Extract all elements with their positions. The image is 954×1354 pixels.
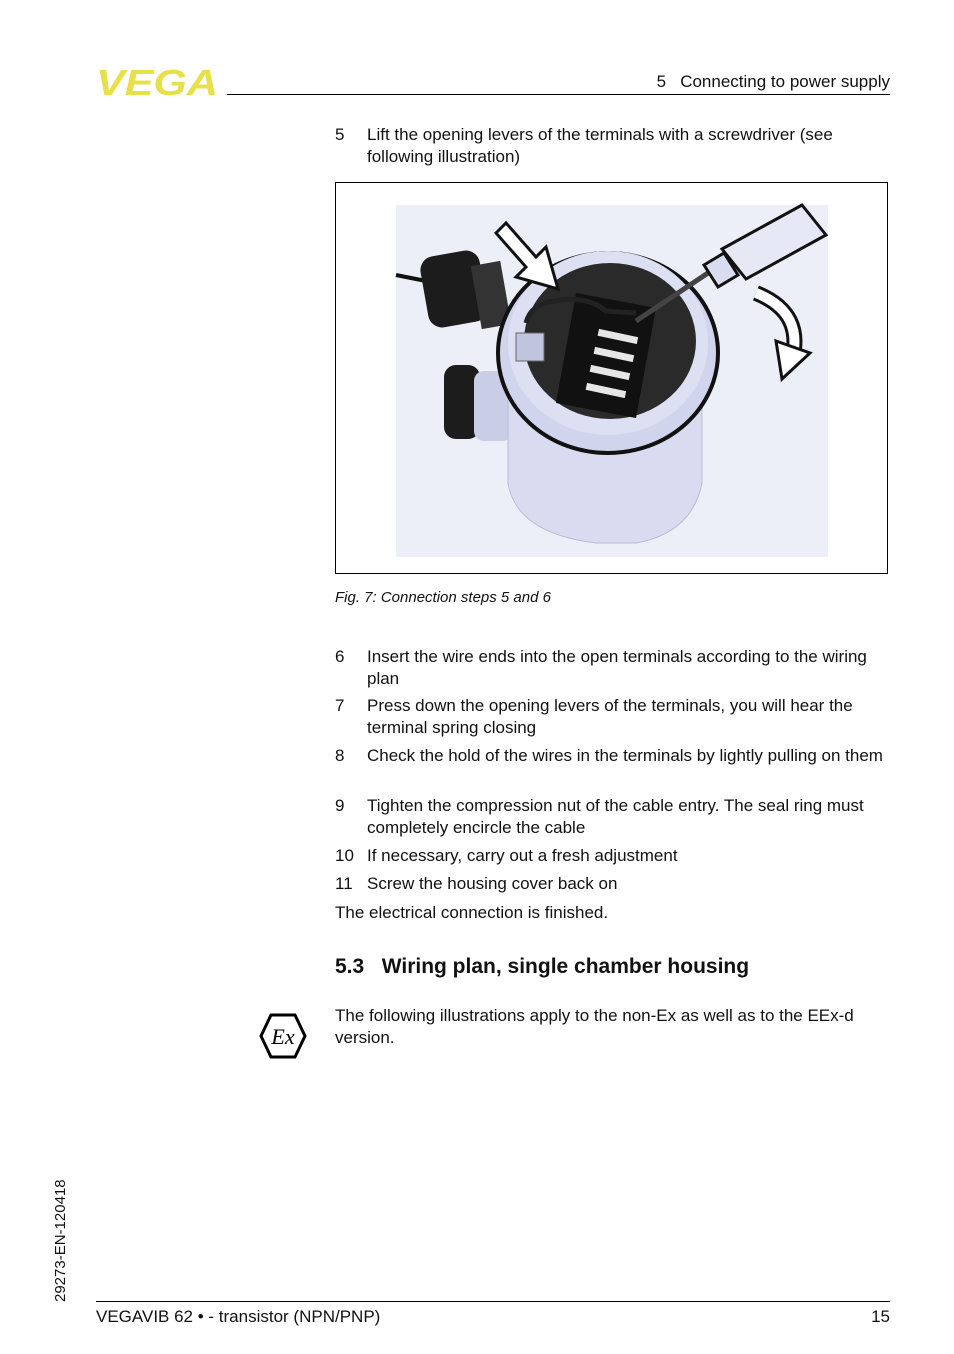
ex-hexagon-icon	[259, 1013, 307, 1059]
vega-logo	[96, 66, 220, 98]
list-item: 6 Insert the wire ends into the open terminals according to the wiring plan	[335, 647, 867, 688]
section-heading: 5.3 Wiring plan, single chamber housing	[335, 955, 750, 978]
page-number: 15	[871, 1307, 890, 1326]
document-code: 29273-EN-120418	[52, 1179, 69, 1302]
list-item: 7 Press down the opening levers of the terminals, you will hear the terminal spring closing	[335, 696, 853, 737]
list-item: 11 Screw the housing cover back on	[335, 874, 618, 893]
svg-text:VEGA: VEGA	[96, 66, 218, 98]
connection-illustration	[336, 183, 887, 573]
list-item: 8 Check the hold of the wires in the terminals by lightly pulling on them	[335, 746, 883, 765]
list-item: 5 Lift the opening levers of the terminals with a screwdriver (see following illustration)	[335, 125, 833, 166]
list-item: 9 Tighten the compression nut of the cable entry. The seal ring must completely encircle the cable	[335, 796, 864, 837]
list-item: 10 If necessary, carry out a fresh adjustment	[335, 846, 678, 865]
figure-frame	[335, 182, 888, 574]
ex-note: The following illustrations apply to the non-Ex as well as to the EEx-d version.	[335, 1006, 854, 1047]
header-rule	[227, 94, 890, 95]
footer-rule	[96, 1301, 890, 1302]
header-section-title: 5 Connecting to power supply	[656, 72, 890, 91]
figure-caption: Fig. 7: Connection steps 5 and 6	[335, 589, 551, 606]
footer-document-title: VEGAVIB 62 • - transistor (NPN/PNP)	[96, 1307, 381, 1326]
conclusion-text: The electrical connection is finished.	[335, 903, 609, 922]
svg-text:Ex: Ex	[271, 1024, 295, 1049]
